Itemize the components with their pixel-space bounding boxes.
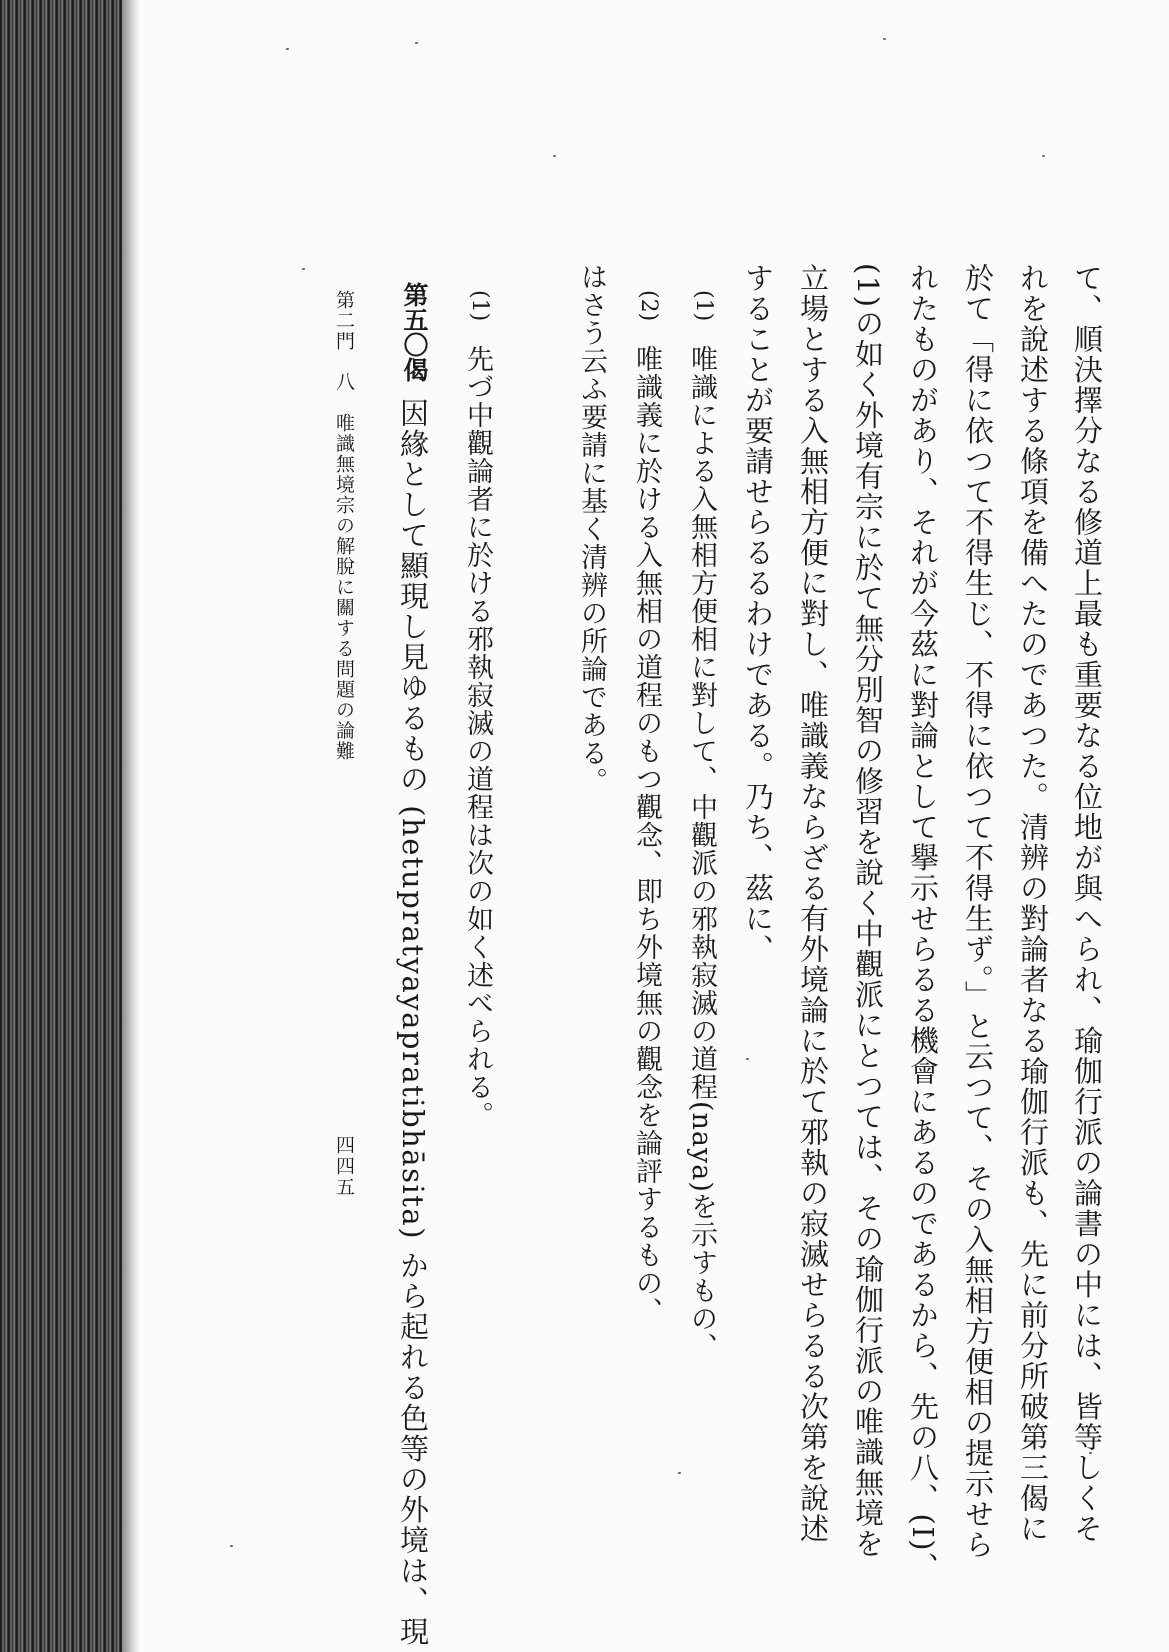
note-2: 唯識義に於ける入無相の道程のもつ觀念、即ち外境無の觀念を論評するもの、 [631,345,662,1325]
note-mark-2: (2) [636,290,661,322]
scan-speck [302,268,305,270]
body-line-2: れを說述する條項を備へたのであつた。清辨の對論者なる瑜伽行派も、先に前分所破第三偈に [1016,263,1050,1544]
gatha-label: 第五〇偈 [400,282,429,382]
body-line-6: 立場とする入無相方便に對し、唯識義ならざる有外境論に於て邪執の寂滅せらるる次第を說述 [796,263,830,1544]
body-line-3: 於て「得に依つて不得生じ、不得に依つて不得生ず。」と云つて、その入無相方便相の提示せら [961,263,995,1560]
body-line-4: れたものがあり、それが今茲に對論として擧示せらるる機會にあるのであるから、先の八、(I)、 [906,263,940,1583]
note-1: 唯識による入無相方便相に對して、中觀派の邪執寂滅の道程(naya)を示すもの、 [686,345,717,1361]
sub-note-text: 先づ中觀論者に於ける邪執寂滅の道程は次の如く述べられる。 [462,345,493,1129]
body-line-1: て、順決擇分なる修道上最も重要なる位地が與へられ、瑜伽行派の論書の中には、皆等しくそ [1070,263,1104,1544]
scan-speck [746,1058,749,1060]
scan-speck [1042,155,1045,157]
note-conclusion: はさう云ふ要請に基く清辨の所論である。 [576,263,607,795]
page-number: 四四五 [333,1135,355,1198]
gatha-text: 因緣として顯現し見ゆるもの (hetupratyayapratibhāsita) から起れる色等の外境は、現 [396,398,430,1648]
scan-speck [883,38,886,40]
gutter-edge [122,0,140,1652]
scan-speck [553,155,556,157]
scan-speck [678,1472,681,1474]
scan-speck [286,48,289,50]
sub-note-mark: (1) [467,290,492,322]
note-mark-1: (1) [691,290,716,322]
running-head: 第二門 八 唯識無境宗の解脫に關する問題の論難 [333,290,355,762]
scan-speck [230,1545,233,1547]
book-binding-shadow [0,0,122,1652]
body-line-5: (1)の如く外境有宗に於て無分別智の修習を說く中觀派にとつては、その瑜伽行派の唯識無境を [851,263,885,1560]
body-line-7: することが要請せらるるわけである。乃ち、茲に、 [741,263,775,965]
scan-speck [415,42,418,44]
